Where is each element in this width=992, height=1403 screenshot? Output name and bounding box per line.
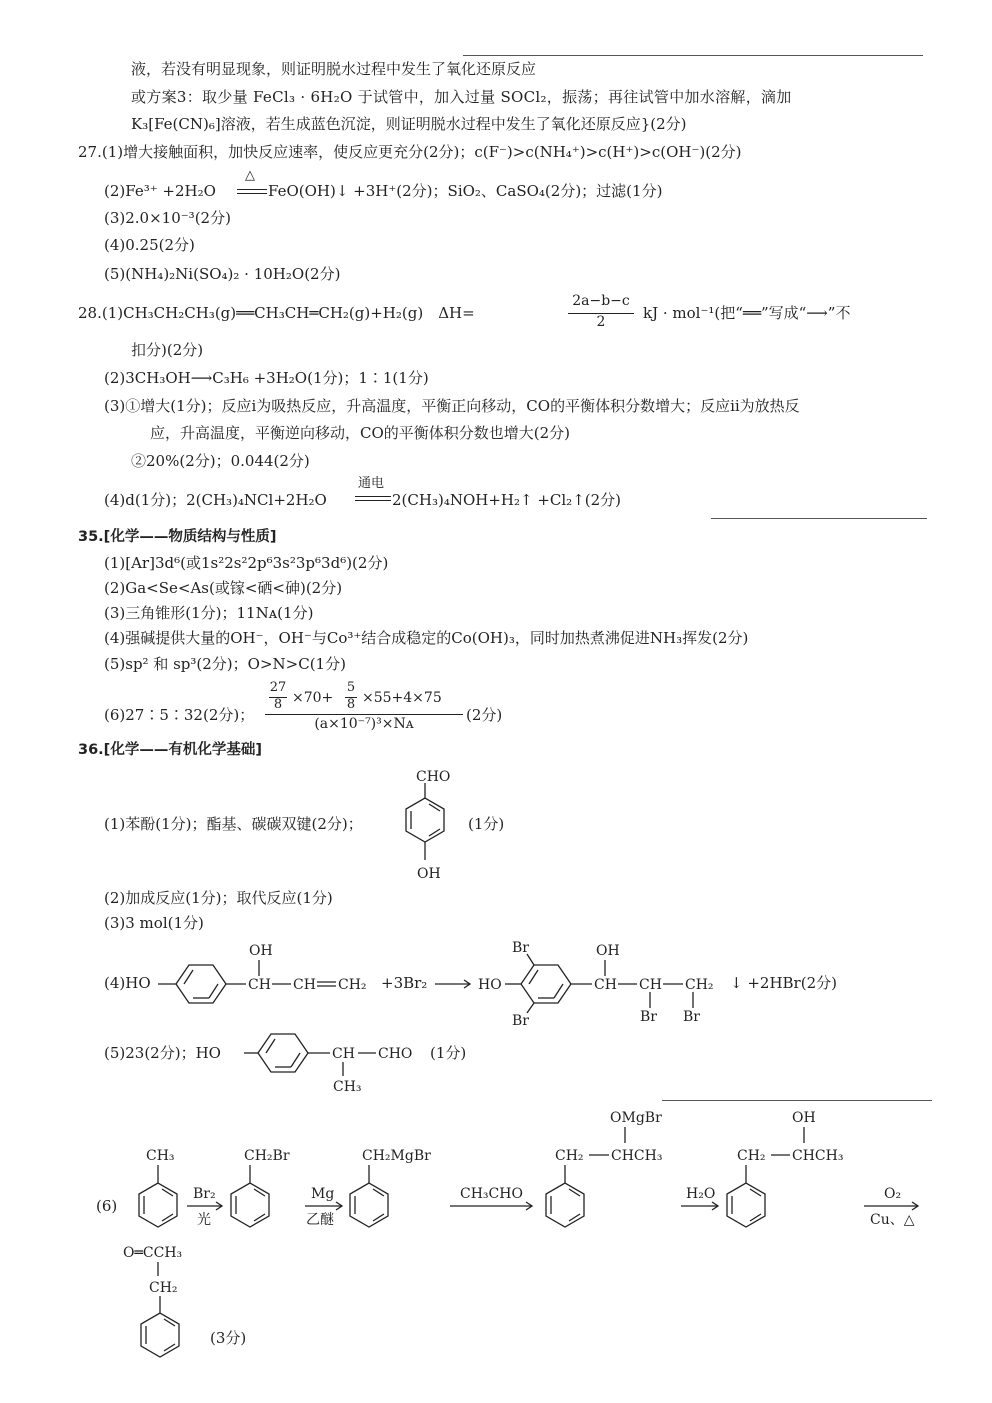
cho-label: CHO [378, 1046, 413, 1062]
q27-part2-right: FeO(OH)↓ +3H⁺(2分)；SiO₂、CaSO₄(2分)；过滤(1分) [268, 182, 663, 200]
text-line: 或方案3：取少量 FeCl₃ · 6H₂O 于试管中，加入过量 SOCl₂，振荡；再往试管中加水溶解，滴加 [131, 88, 792, 106]
q36-part4: (4)HO [104, 974, 151, 992]
reagent-label: CH₃CHO [460, 1186, 523, 1202]
small-fraction-den: 8 [273, 697, 283, 712]
reagent-label: O₂ [884, 1186, 902, 1202]
q27-part5: (5)(NH₄)₂Ni(SO₄)₂ · 10H₂O(2分) [104, 265, 341, 283]
q27-part4: (4)0.25(2分) [104, 236, 195, 254]
q36-heading: 36.[化学——有机化学基础] [78, 742, 262, 758]
fraction-text: ×70+ [292, 690, 334, 706]
ch2-label: CH₂ [685, 977, 714, 993]
q28-part3a: (3)①增大(1分)；反应ⅰ为吸热反应，升高温度，平衡正向移动，CO的平衡体积分数增大；反应ⅱ为放热反 [104, 397, 800, 415]
ch2-label: CH₂ [737, 1148, 766, 1164]
q28-part1: 28.(1)CH₃CH₂CH₃(g)══CH₃CH═CH₂(g)+H₂(g) ΔH= [78, 304, 475, 322]
q28-part2: (2)3CH₃OH⟶C₃H₆ +3H₂O(1分)；1∶1(1分) [104, 369, 429, 387]
benzene-ring-icon [350, 1183, 388, 1227]
q35-heading: 35.[化学——物质结构与性质] [78, 529, 277, 545]
ch3-label: CH₃ [333, 1079, 362, 1095]
oh-label: OH [596, 943, 620, 959]
reaction-condition: △ [245, 168, 255, 183]
br-label: Br [512, 940, 529, 956]
q35-part5: (5)sp² 和 sp³(2分)；O>N>C(1分) [104, 655, 346, 673]
score: (3分) [210, 1329, 247, 1347]
benzene-ring-icon [231, 1183, 269, 1227]
q28-part4-left: (4)d(1分)；2(CH₃)₄NCl+2H₂O [104, 491, 327, 509]
condition-label: 乙醚 [306, 1212, 334, 1228]
q28-part1-unit: kJ · mol⁻¹(把“══”写成“⟶”不 [643, 304, 851, 322]
ch-label: CH [248, 977, 271, 993]
q35-part2: (2)Ga<Se<As(或镓<硒<砷)(2分) [104, 579, 343, 597]
fraction-numerator: 2a−b−c [572, 293, 630, 309]
q35-part6: (6)27∶5∶32(2分)； [104, 706, 255, 724]
score: (1分) [430, 1044, 467, 1062]
q28-part4-right: 2(CH₃)₄NOH+H₂↑ +Cl₂↑(2分) [392, 491, 622, 509]
q35-part1: (1)[Ar]3d⁶(或1s²2s²2p⁶3s²3p⁶3d⁶)(2分) [104, 554, 389, 572]
ch2mgbr-label: CH₂MgBr [362, 1148, 431, 1164]
fraction-denominator: (a×10⁻⁷)³×Nᴀ [314, 716, 414, 732]
ch2-label: CH₂ [555, 1148, 584, 1164]
ch3-label: CH₃ [146, 1148, 175, 1164]
omgbr-label: OMgBr [610, 1110, 662, 1126]
benzene-ring-icon [258, 1034, 308, 1072]
q36-part6: (6) [96, 1197, 118, 1215]
oh-label: OH [249, 943, 273, 959]
q36-part1: (1)苯酚(1分)；酯基、碳碳双键(2分)； [104, 815, 363, 833]
q36-part5: (5)23(2分)；HO [104, 1044, 221, 1062]
fraction-text: ×55+4×75 [362, 690, 442, 706]
small-fraction-num: 27 [269, 680, 287, 695]
oh-label: OH [417, 866, 441, 882]
condition-label: Cu、△ [870, 1212, 915, 1228]
benzene-ring-icon [521, 965, 571, 1003]
chch3-label: CHCH₃ [792, 1148, 844, 1164]
product-tail: ↓ +2HBr(2分) [730, 974, 837, 992]
br-label: Br [512, 1013, 529, 1029]
ch-label: CH [594, 977, 617, 993]
br-label: Br [683, 1009, 700, 1025]
chch3-label: CHCH₃ [611, 1148, 663, 1164]
small-fraction-den: 8 [346, 697, 356, 712]
q28-part1-cont: 扣分)(2分) [131, 341, 204, 359]
benzene-ring-icon [139, 1183, 177, 1227]
ch-label: CH [639, 977, 662, 993]
reagent-label: H₂O [686, 1186, 716, 1202]
q35-part4: (4)强碱提供大量的OH⁻，OH⁻与Co³⁺结合成稳定的Co(OH)₃，同时加热煮沸促进NH₃挥发(2分) [104, 629, 749, 647]
ho-label: HO [478, 977, 502, 993]
reagent-label: Mg [311, 1186, 335, 1202]
ch2br-label: CH₂Br [244, 1148, 290, 1164]
ch2-label: CH₂ [149, 1280, 178, 1296]
benzene-ring-icon [727, 1183, 765, 1227]
benzene-ring-icon [546, 1183, 584, 1227]
reagent-label: Br₂ [193, 1186, 216, 1202]
score: (1分) [468, 815, 505, 833]
q36-part2: (2)加成反应(1分)；取代反应(1分) [104, 889, 333, 907]
small-fraction-num: 5 [346, 680, 356, 695]
cho-label: CHO [416, 769, 451, 785]
carbonyl-label: O═CCH₃ [123, 1245, 183, 1261]
benzene-ring-icon [176, 965, 226, 1003]
q28-part3b: 应，升高温度，平衡逆向移动，CO的平衡体积分数也增大(2分) [150, 424, 571, 442]
q27-part2-left: (2)Fe³⁺ +2H₂O [104, 182, 216, 200]
reagent: +3Br₂ [381, 974, 428, 992]
condition-label: 光 [197, 1212, 211, 1228]
score: (2分) [466, 706, 503, 724]
q27-part1: 27.(1)增大接触面积，加快反应速率，使反应更充分(2分)；c(F⁻)>c(NH₄⁺)>c(H⁺)>c(OH⁻)(2分) [78, 143, 742, 161]
benzene-ring-icon [406, 798, 444, 842]
q28-part3c: ②20%(2分)；0.044(2分) [131, 452, 310, 470]
fraction-denominator: 2 [596, 314, 606, 330]
text-line: K₃[Fe(CN)₆]溶液，若生成蓝色沉淀，则证明脱水过程中发生了氧化还原反应}(2分) [131, 115, 687, 133]
q35-part3: (3)三角锥形(1分)；11Nᴀ(1分) [104, 604, 314, 622]
ch-label: CH [293, 977, 316, 993]
benzene-ring-icon [141, 1313, 179, 1357]
q27-part3: (3)2.0×10⁻³(2分) [104, 209, 231, 227]
ch2-label: CH₂ [338, 977, 367, 993]
oh-label: OH [792, 1110, 816, 1126]
ch-label: CH [332, 1046, 355, 1062]
br-label: Br [640, 1009, 657, 1025]
reaction-condition: 通电 [358, 476, 385, 491]
text-line: 液，若没有明显现象，则证明脱水过程中发生了氧化还原反应 [131, 60, 537, 78]
q36-part3: (3)3 mol(1分) [104, 914, 204, 932]
